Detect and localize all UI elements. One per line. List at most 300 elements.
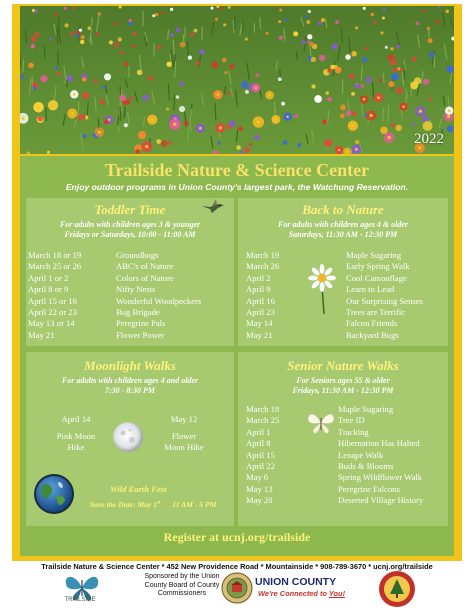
- butterfly-icon: [306, 410, 336, 436]
- flower-blossom: [364, 113, 367, 116]
- flower-blossom: [327, 69, 331, 73]
- flower-blossom: [212, 62, 219, 69]
- flower-blossom: [228, 6, 231, 9]
- moonlight-walks-section: [26, 352, 234, 526]
- flower-blossom: [340, 104, 346, 110]
- schedule-row: [246, 484, 423, 495]
- flower-blossom: [120, 51, 123, 54]
- flower-blossom: [35, 32, 40, 37]
- moonlight-walks-title: Moonlight Walks: [84, 358, 176, 373]
- schedule-date: March 19: [246, 250, 280, 260]
- pink-moon-date: April 14: [61, 414, 91, 424]
- flower-blossom: [100, 100, 105, 105]
- wildflower-meadow-image: [20, 6, 454, 154]
- flower-blossom: [75, 34, 79, 38]
- schedule-topic: Hibernation Has Halted: [338, 438, 420, 449]
- schedule-date: March 25 or 26: [28, 261, 82, 272]
- senior-walks-audience: For Seniors ages 55 & older: [296, 376, 390, 385]
- flower-blossom: [28, 63, 33, 68]
- flower-blossom: [245, 37, 248, 40]
- flower-blossom: [314, 95, 322, 103]
- schedule-row: [28, 307, 201, 318]
- flower-blossom: [128, 22, 132, 26]
- flower-center: [217, 93, 220, 96]
- flower-blossom: [170, 8, 173, 11]
- flower-blossom: [196, 61, 200, 65]
- flower-blossom: [395, 125, 401, 131]
- schedule-topic: Deserted Village History: [338, 495, 424, 506]
- flower-blossom: [279, 36, 283, 40]
- flower-center: [286, 115, 289, 118]
- flower-blossom: [322, 120, 327, 125]
- flower-center: [255, 87, 258, 90]
- flower-blossom: [82, 77, 86, 81]
- pink-moon-name-1: Pink Moon: [56, 431, 96, 441]
- flower-blossom: [217, 141, 221, 145]
- schedule-topic: Groundhogs: [116, 250, 159, 260]
- schedule-row: [28, 261, 201, 272]
- flower-blossom: [364, 47, 367, 50]
- flower-blossom: [161, 11, 164, 14]
- trailside-butterfly-logo: [58, 570, 106, 610]
- toddler-time-list: [28, 250, 201, 341]
- flower-blossom: [168, 141, 172, 145]
- flower-blossom: [446, 10, 449, 13]
- flower-blossom: [81, 35, 85, 39]
- moonlight-walks-audience: For adults with children ages 4 and older: [61, 376, 199, 385]
- schedule-topic: Lenape Walk: [338, 449, 384, 460]
- flower-center: [387, 136, 390, 139]
- flower-blossom: [255, 73, 259, 77]
- flower-blossom: [104, 119, 109, 124]
- flower-blossom: [124, 123, 128, 127]
- schedule-row: [246, 472, 423, 483]
- flower-blossom: [40, 75, 47, 82]
- flower-moon-name-1: Flower: [171, 431, 197, 441]
- flower-blossom: [355, 26, 358, 29]
- schedule-topic: Trees are Terrific: [346, 307, 406, 318]
- flower-blossom: [138, 131, 146, 139]
- flower-blossom: [80, 40, 84, 44]
- flower-blossom: [354, 83, 359, 88]
- schedule-topic: Wonderful Woodpeckers: [116, 295, 202, 306]
- flower-blossom: [294, 114, 298, 118]
- schedule-row: [28, 284, 201, 295]
- schedule-date: April 15 or 16: [28, 295, 77, 306]
- page-subtitle: Enjoy outdoor programs in Union County's largest park, the Watchung Reservation.: [65, 182, 409, 192]
- flower-blossom: [82, 92, 89, 99]
- flower-blossom: [279, 9, 282, 12]
- flower-blossom: [388, 81, 394, 87]
- senior-nature-walks-section: [238, 352, 448, 526]
- flower-blossom: [429, 52, 435, 58]
- flower-blossom: [307, 34, 312, 39]
- flower-blossom: [283, 140, 288, 145]
- schedule-date: April 8 or 9: [28, 284, 69, 295]
- county-parks-seal-icon: [378, 570, 416, 608]
- flower-blossom: [236, 145, 241, 150]
- schedule-topic: Falcon Friends: [346, 318, 398, 329]
- flower-blossom: [33, 86, 37, 90]
- flower-center: [219, 126, 222, 129]
- back-to-nature-audience: For adults with children ages 4 & older: [277, 220, 409, 229]
- toddler-time-audience: For adults with children ages 3 & younger: [59, 220, 201, 229]
- flower-blossom: [104, 73, 111, 80]
- schedule-topic: Maple Sugaring: [346, 250, 402, 260]
- flower-center: [37, 106, 40, 109]
- moonlight-walks-time: 7:30 - 8:30 PM: [105, 386, 155, 395]
- schedule-date: May 13 or 14: [28, 318, 75, 329]
- schedule-topic: Early Spring Walk: [346, 261, 410, 272]
- flower-center: [363, 98, 366, 101]
- schedule-row: [246, 438, 423, 449]
- flower-blossom: [335, 67, 342, 74]
- flower-center: [351, 124, 354, 127]
- flower-blossom: [176, 95, 180, 99]
- flower-blossom: [184, 121, 189, 126]
- flower-blossom: [332, 44, 338, 50]
- schedule-topic: Cool Camouflage: [346, 272, 407, 283]
- flower-blossom: [79, 29, 82, 32]
- schedule-topic: Buds & Blooms: [338, 461, 394, 472]
- flower-center: [419, 110, 422, 113]
- schedule-date: April 1: [246, 426, 271, 437]
- footer-sponsors: [0, 570, 474, 613]
- flower-blossom: [72, 7, 75, 10]
- flower-blossom: [64, 7, 67, 10]
- flower-blossom: [67, 75, 74, 82]
- trailside-logo-text: TRAILSIDE: [64, 597, 96, 603]
- flower-blossom: [119, 95, 126, 102]
- schedule-topic: Bug Brigade: [116, 307, 160, 318]
- flower-blossom: [230, 64, 235, 69]
- flower-blossom: [427, 27, 430, 30]
- grass-blade: [91, 17, 92, 26]
- wild-earth-fest-title: Wild Earth Fest: [110, 484, 167, 494]
- flower-blossom: [194, 29, 198, 33]
- schedule-row: [246, 461, 423, 472]
- flower-blossom: [265, 32, 268, 35]
- flower-blossom: [351, 92, 355, 96]
- flower-blossom: [363, 7, 366, 10]
- flower-blossom: [318, 21, 322, 25]
- flower-blossom: [306, 20, 310, 24]
- flower-blossom: [135, 149, 140, 154]
- flower-center: [73, 93, 76, 96]
- flower-blossom: [81, 115, 86, 120]
- flower-blossom: [391, 123, 395, 127]
- flower-blossom: [57, 72, 61, 76]
- flower-blossom: [429, 97, 432, 100]
- flower-blossom: [98, 12, 102, 16]
- schedule-row: [246, 495, 423, 506]
- flower-blossom: [129, 96, 133, 100]
- flower-blossom: [179, 106, 185, 112]
- flower-blossom: [415, 21, 419, 25]
- flower-blossom: [244, 147, 250, 153]
- pink-moon-name-2: Hike: [67, 442, 85, 452]
- register-link[interactable]: Register at ucnj.org/trailside: [163, 530, 311, 544]
- flower-blossom: [385, 46, 388, 49]
- schedule-date: March 18 or 19: [28, 250, 82, 260]
- flower-blossom: [65, 23, 69, 27]
- flower-blossom: [118, 37, 122, 41]
- daisy-icon: [308, 264, 336, 314]
- flower-blossom: [345, 110, 351, 116]
- flower-center: [275, 118, 278, 121]
- flower-blossom: [228, 91, 232, 95]
- schedule-row: [28, 273, 201, 284]
- schedule-row: [246, 318, 423, 329]
- grass-blade: [297, 52, 298, 61]
- toddler-time-schedule: Fridays or Saturdays, 10:00 - 11:00 AM: [64, 230, 196, 239]
- flower-blossom: [436, 20, 440, 24]
- flower-blossom: [245, 90, 249, 94]
- flower-blossom: [148, 76, 153, 81]
- flower-blossom: [229, 120, 236, 127]
- flower-blossom: [278, 20, 281, 23]
- flower-center: [173, 123, 176, 126]
- flower-blossom: [96, 33, 100, 37]
- flower-blossom: [423, 79, 429, 85]
- flower-blossom: [284, 18, 287, 21]
- back-to-nature-section: [238, 198, 448, 346]
- flower-blossom: [137, 70, 142, 75]
- flower-blossom: [133, 32, 137, 36]
- flower-blossom: [380, 31, 383, 34]
- flower-blossom: [166, 61, 171, 66]
- flower-blossom: [180, 42, 186, 48]
- flower-blossom: [301, 40, 305, 44]
- flower-blossom: [47, 151, 50, 154]
- flower-blossom: [390, 59, 396, 65]
- flower-blossom: [35, 10, 38, 13]
- schedule-date: May 13: [246, 483, 273, 494]
- flower-blossom: [281, 102, 285, 106]
- flower-center: [151, 118, 154, 121]
- schedule-date: May 6: [246, 472, 269, 483]
- flower-blossom: [447, 125, 454, 132]
- union-county-seal-icon: [221, 572, 253, 604]
- schedule-date: May 21: [246, 329, 273, 340]
- flower-blossom: [414, 77, 421, 84]
- flower-blossom: [241, 81, 248, 88]
- flower-blossom: [393, 68, 398, 73]
- flower-center: [402, 105, 405, 108]
- schedule-topic: Colors of Nature: [116, 272, 174, 283]
- earth-globe-icon: [32, 472, 76, 516]
- flower-blossom: [93, 79, 97, 83]
- flower-blossom: [31, 36, 36, 41]
- schedule-date: March 25: [246, 415, 280, 426]
- flower-blossom: [179, 82, 184, 87]
- flower-blossom: [363, 57, 368, 62]
- flower-blossom: [412, 57, 417, 62]
- flower-blossom: [380, 127, 388, 135]
- flower-blossom: [345, 54, 350, 59]
- flower-blossom: [335, 20, 339, 24]
- schedule-date: May 20: [246, 495, 273, 506]
- flower-blossom: [396, 87, 403, 94]
- flower-blossom: [355, 140, 359, 144]
- flower-blossom: [373, 21, 376, 24]
- schedule-date: April 23: [246, 307, 275, 318]
- schedule-topic: Peregrine Falcons: [338, 483, 400, 494]
- schedule-date: April 9: [246, 284, 271, 295]
- flower-blossom: [70, 32, 74, 36]
- flower-blossom: [327, 97, 332, 102]
- flower-blossom: [311, 57, 316, 62]
- schedule-topic: Backyard Bugs: [346, 329, 399, 340]
- grass-blade: [276, 61, 277, 70]
- toddler-time-section: [26, 198, 234, 346]
- schedule-topic: Our Surprising Senses: [346, 295, 423, 306]
- address-line: Trailside Nature & Science Center * 452 New Providence Road * Mountainside * 908-789-3670 * ucnj.org/trailside: [41, 562, 433, 571]
- grass-blade: [124, 107, 125, 119]
- flower-blossom: [340, 114, 345, 119]
- flower-blossom: [210, 7, 213, 10]
- schedule-topic: Flower Power: [116, 329, 165, 340]
- flower-blossom: [349, 73, 355, 79]
- flower-blossom: [330, 65, 335, 70]
- flower-blossom: [142, 94, 149, 101]
- schedule-date: April 16: [246, 295, 275, 306]
- flower-blossom: [176, 27, 181, 32]
- flower-blossom: [239, 151, 242, 154]
- hummingbird-icon: [200, 198, 226, 216]
- schedule-date: April 15: [246, 449, 275, 460]
- flower-center: [426, 124, 429, 127]
- flower-blossom: [321, 18, 325, 22]
- schedule-date: April 2: [246, 272, 271, 283]
- year-label: 2022: [414, 131, 444, 147]
- schedule-date: March 18: [246, 404, 280, 414]
- schedule-date: May 14: [246, 318, 273, 329]
- flower-blossom: [157, 45, 161, 49]
- flower-center: [268, 94, 271, 97]
- flower-blossom: [199, 49, 204, 54]
- back-to-nature-title: Back to Nature: [302, 202, 384, 217]
- flower-center: [370, 114, 373, 117]
- senior-walks-schedule: Fridays, 11:30 AM - 12:30 PM: [292, 386, 394, 395]
- schedule-row: [246, 330, 423, 341]
- flower-blossom: [38, 116, 43, 121]
- flower-blossom: [132, 44, 136, 48]
- flower-blossom: [391, 73, 398, 80]
- flower-blossom: [224, 71, 227, 74]
- flower-blossom: [307, 41, 311, 45]
- flower-blossom: [223, 23, 226, 26]
- schedule-topic: Spring Wildflower Walk: [338, 472, 423, 483]
- pink-moon-hike: [46, 414, 106, 453]
- flower-center: [346, 150, 349, 153]
- flower-moon-hike: [154, 414, 214, 453]
- flower-blossom: [88, 26, 92, 30]
- schedule-row: [246, 450, 423, 461]
- schedule-topic: ABC's of Nature: [116, 261, 174, 272]
- flower-blossom: [249, 143, 252, 146]
- flower-blossom: [238, 127, 243, 132]
- flower-blossom: [188, 55, 192, 59]
- flower-moon-name-2: Moon Hike: [164, 442, 204, 452]
- flower-center: [199, 127, 202, 130]
- flower-blossom: [49, 37, 52, 40]
- schedule-row: [246, 250, 423, 261]
- schedule-topic: Learn to Lead: [346, 284, 395, 295]
- flower-blossom: [170, 33, 174, 37]
- schedule-topic: Maple Sugaring: [338, 404, 394, 414]
- toddler-time-title: Toddler Time: [94, 202, 166, 217]
- flower-blossom: [155, 13, 158, 16]
- flower-center: [338, 149, 340, 151]
- schedule-topic: Tracking: [338, 426, 369, 437]
- wildflower-photo: [20, 6, 454, 154]
- grass-blade: [23, 60, 24, 72]
- schedule-date: April 1 or 2: [28, 272, 69, 283]
- flower-center: [98, 131, 101, 134]
- schedule-date: April 8: [246, 438, 271, 449]
- grass-blade: [67, 79, 68, 87]
- flower-blossom: [351, 111, 356, 116]
- flower-blossom: [396, 44, 400, 48]
- flower-blossom: [254, 135, 259, 140]
- flower-blossom: [324, 139, 332, 147]
- flower-blossom: [114, 22, 117, 25]
- flower-blossom: [215, 18, 218, 21]
- flower-center: [257, 120, 260, 123]
- schedule-row: [28, 250, 201, 261]
- flower-blossom: [447, 65, 454, 72]
- flower-blossom: [129, 19, 132, 22]
- grass-blade: [243, 21, 244, 31]
- flower-blossom: [297, 143, 301, 147]
- flower-blossom: [124, 62, 129, 67]
- flower-blossom: [31, 44, 35, 48]
- flower-center: [145, 145, 148, 148]
- flower-blossom: [366, 77, 372, 83]
- flower-center: [355, 148, 358, 151]
- flower-blossom: [102, 85, 106, 89]
- flower-blossom: [423, 9, 426, 12]
- flower-blossom: [361, 84, 365, 88]
- schedule-topic: Tree ID: [338, 415, 365, 426]
- flower-blossom: [326, 91, 329, 94]
- flower-blossom: [311, 84, 315, 88]
- schedule-topic: Nifty Nests: [116, 284, 156, 295]
- flower-blossom: [412, 123, 416, 127]
- flower-center: [377, 96, 380, 99]
- flower-blossom: [152, 14, 155, 17]
- flower-blossom: [109, 40, 113, 44]
- schedule-row: [28, 318, 201, 329]
- flower-blossom: [390, 47, 393, 50]
- flower-blossom: [190, 33, 194, 37]
- flower-blossom: [371, 13, 374, 16]
- flower-blossom: [378, 78, 382, 82]
- flower-blossom: [304, 16, 307, 19]
- flower-blossom: [156, 139, 161, 144]
- schedule-date: April 22: [246, 461, 275, 472]
- page-title: Trailside Nature & Science Center: [104, 160, 370, 180]
- schedule-topic: Peregrine Pals: [116, 318, 166, 329]
- flower-blossom: [382, 17, 385, 20]
- flower-blossom: [166, 107, 169, 110]
- union-county-tagline: We're Connected to You!: [258, 589, 346, 598]
- flower-blossom: [351, 51, 357, 57]
- union-county-name: UNION COUNTY: [255, 576, 337, 588]
- flower-blossom: [383, 9, 386, 12]
- flower-center: [448, 109, 451, 112]
